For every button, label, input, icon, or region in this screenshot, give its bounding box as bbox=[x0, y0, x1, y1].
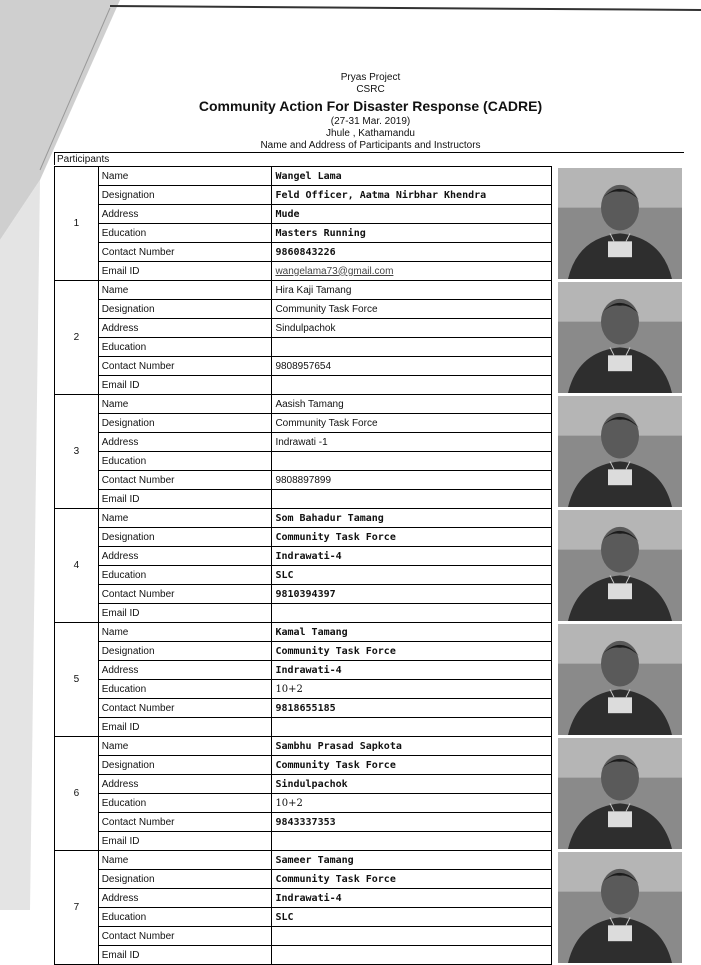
field-label-education: Education bbox=[98, 908, 272, 927]
participant-email bbox=[272, 376, 551, 395]
participant-photo-cell bbox=[551, 623, 684, 737]
participant-photo-cell bbox=[551, 509, 684, 623]
participant-name: Sameer Tamang bbox=[272, 851, 551, 870]
participant-email bbox=[272, 718, 551, 737]
participant-address: Indrawati-4 bbox=[272, 661, 551, 680]
participant-photo bbox=[558, 396, 682, 507]
field-label-address: Address bbox=[98, 547, 272, 566]
organization-name: CSRC bbox=[356, 84, 385, 95]
event-location: Jhule , Kathamandu bbox=[326, 127, 415, 139]
field-label-contact: Contact Number bbox=[98, 699, 272, 718]
participant-photo bbox=[558, 624, 682, 735]
participant-designation: Community Task Force bbox=[272, 870, 551, 889]
participant-education: 10+2 bbox=[272, 680, 551, 699]
participant-number: 6 bbox=[55, 737, 99, 851]
field-label-designation: Designation bbox=[98, 300, 272, 319]
field-label-name: Name bbox=[98, 167, 272, 186]
participant-name: Hira Kaji Tamang bbox=[272, 281, 551, 300]
participant-education: SLC bbox=[272, 908, 551, 927]
field-label-address: Address bbox=[98, 661, 272, 680]
participant-designation: Community Task Force bbox=[272, 528, 551, 547]
participant-email: wangelama73@gmail.com bbox=[272, 262, 551, 281]
participant-contact: 9843337353 bbox=[272, 813, 551, 832]
field-label-address: Address bbox=[98, 775, 272, 794]
participant-row bbox=[55, 851, 685, 870]
event-dates: (27-31 Mar. 2019) bbox=[330, 115, 411, 127]
participant-address: Indrawati-4 bbox=[272, 889, 551, 908]
participant-photo bbox=[558, 510, 682, 621]
field-label-address: Address bbox=[98, 433, 272, 452]
participant-education bbox=[272, 452, 551, 471]
participant-photo bbox=[558, 852, 682, 963]
participant-email bbox=[272, 946, 551, 965]
field-label-name: Name bbox=[98, 509, 272, 528]
field-label-contact: Contact Number bbox=[98, 471, 272, 490]
participant-number: 2 bbox=[55, 281, 99, 395]
field-label-education: Education bbox=[98, 224, 272, 243]
field-label-contact: Contact Number bbox=[98, 813, 272, 832]
participant-education: SLC bbox=[272, 566, 551, 585]
field-label-education: Education bbox=[98, 338, 272, 357]
field-label-education: Education bbox=[98, 452, 272, 471]
field-label-name: Name bbox=[98, 623, 272, 642]
person-portrait-icon bbox=[558, 738, 682, 849]
field-label-address: Address bbox=[98, 889, 272, 908]
participant-designation: Feld Officer, Aatma Nirbhar Khendra bbox=[272, 186, 551, 205]
participant-designation: Community Task Force bbox=[272, 756, 551, 775]
participant-name: Sambhu Prasad Sapkota bbox=[272, 737, 551, 756]
field-label-email: Email ID bbox=[98, 718, 272, 737]
field-label-education: Education bbox=[98, 566, 272, 585]
participant-address: Sindulpachok bbox=[272, 775, 551, 794]
person-portrait-icon bbox=[558, 396, 682, 507]
participant-row bbox=[55, 737, 685, 756]
field-label-designation: Designation bbox=[98, 756, 272, 775]
field-label-designation: Designation bbox=[98, 528, 272, 547]
participant-contact bbox=[272, 927, 551, 946]
participant-row bbox=[55, 167, 685, 186]
field-label-contact: Contact Number bbox=[98, 243, 272, 262]
participant-education: 10+2 bbox=[272, 794, 551, 813]
participant-address: Sindulpachok bbox=[272, 319, 551, 338]
participant-contact: 9808897899 bbox=[272, 471, 551, 490]
participant-designation: Community Task Force bbox=[272, 414, 551, 433]
field-label-designation: Designation bbox=[98, 870, 272, 889]
participant-number: 1 bbox=[55, 167, 99, 281]
document-header bbox=[40, 72, 701, 152]
participant-email bbox=[272, 490, 551, 509]
participant-address: Indrawati-4 bbox=[272, 547, 551, 566]
participant-photo-cell bbox=[551, 167, 684, 281]
field-label-address: Address bbox=[98, 205, 272, 224]
participant-address: Indrawati -1 bbox=[272, 433, 551, 452]
field-label-name: Name bbox=[98, 737, 272, 756]
document-page bbox=[40, 0, 701, 961]
document-title: Community Action For Disaster Response (CADRE) bbox=[198, 98, 543, 114]
participant-number: 4 bbox=[55, 509, 99, 623]
participant-name: Aasish Tamang bbox=[272, 395, 551, 414]
participant-contact: 9810394397 bbox=[272, 585, 551, 604]
participant-row bbox=[55, 281, 685, 300]
person-portrait-icon bbox=[558, 852, 682, 963]
field-label-email: Email ID bbox=[98, 376, 272, 395]
person-portrait-icon bbox=[558, 282, 682, 393]
field-label-email: Email ID bbox=[98, 262, 272, 281]
field-label-education: Education bbox=[98, 680, 272, 699]
participant-email bbox=[272, 832, 551, 851]
person-portrait-icon bbox=[558, 510, 682, 621]
field-label-name: Name bbox=[98, 851, 272, 870]
participants-table bbox=[54, 166, 684, 965]
field-label-name: Name bbox=[98, 395, 272, 414]
field-label-designation: Designation bbox=[98, 186, 272, 205]
participant-address: Mude bbox=[272, 205, 551, 224]
participant-email bbox=[272, 604, 551, 623]
participant-designation: Community Task Force bbox=[272, 642, 551, 661]
person-portrait-icon bbox=[558, 168, 682, 279]
field-label-contact: Contact Number bbox=[98, 927, 272, 946]
field-label-email: Email ID bbox=[98, 490, 272, 509]
field-label-name: Name bbox=[98, 281, 272, 300]
participant-education bbox=[272, 338, 551, 357]
field-label-designation: Designation bbox=[98, 414, 272, 433]
participant-row bbox=[55, 509, 685, 528]
participant-name: Kamal Tamang bbox=[272, 623, 551, 642]
participant-number: 3 bbox=[55, 395, 99, 509]
participant-contact: 9860843226 bbox=[272, 243, 551, 262]
participant-name: Som Bahadur Tamang bbox=[272, 509, 551, 528]
field-label-contact: Contact Number bbox=[98, 585, 272, 604]
participant-photo-cell bbox=[551, 737, 684, 851]
participant-contact: 9818655185 bbox=[272, 699, 551, 718]
participant-photo bbox=[558, 738, 682, 849]
field-label-designation: Designation bbox=[98, 642, 272, 661]
project-name: Pryas Project bbox=[340, 72, 401, 83]
field-label-email: Email ID bbox=[98, 832, 272, 851]
participant-number: 5 bbox=[55, 623, 99, 737]
participant-education: Masters Running bbox=[272, 224, 551, 243]
participant-photo-cell bbox=[551, 851, 684, 965]
participant-name: Wangel Lama bbox=[272, 167, 551, 186]
section-label: Participants bbox=[54, 152, 684, 165]
field-label-email: Email ID bbox=[98, 604, 272, 623]
participant-designation: Community Task Force bbox=[272, 300, 551, 319]
participant-contact: 9808957654 bbox=[272, 357, 551, 376]
document-subtitle: Name and Address of Participants and Instructors bbox=[260, 139, 481, 151]
participant-row bbox=[55, 395, 685, 414]
participant-row bbox=[55, 623, 685, 642]
field-label-address: Address bbox=[98, 319, 272, 338]
field-label-email: Email ID bbox=[98, 946, 272, 965]
field-label-contact: Contact Number bbox=[98, 357, 272, 376]
participant-photo bbox=[558, 168, 682, 279]
participant-photo bbox=[558, 282, 682, 393]
person-portrait-icon bbox=[558, 624, 682, 735]
participant-photo-cell bbox=[551, 281, 684, 395]
participant-number: 7 bbox=[55, 851, 99, 965]
field-label-education: Education bbox=[98, 794, 272, 813]
participant-photo-cell bbox=[551, 395, 684, 509]
